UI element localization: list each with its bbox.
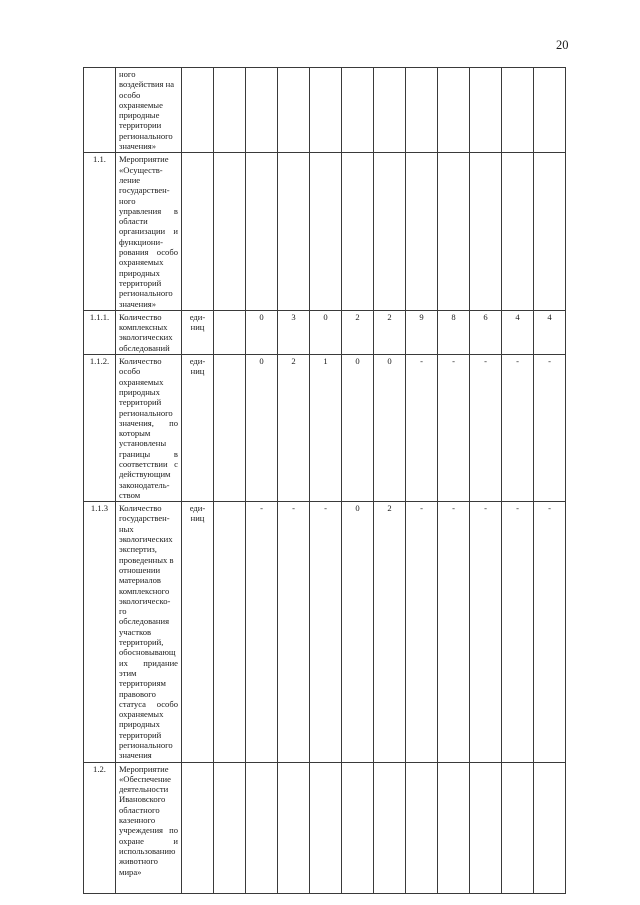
value-cell	[438, 68, 470, 153]
value-cell	[342, 153, 374, 310]
indicator-name-line: статуса особо	[119, 698, 178, 709]
value-cell: 2	[374, 502, 406, 762]
value-cell: 2	[278, 355, 310, 502]
value-cell	[470, 153, 502, 310]
value-cell	[374, 153, 406, 310]
indicator-name-line: ление	[119, 174, 141, 185]
value-cell	[214, 502, 246, 762]
indicator-name-line: регионального	[119, 130, 173, 141]
indicator-name-line: Количество	[119, 311, 162, 322]
row-number	[84, 68, 116, 153]
indicator-name-line: значения	[119, 750, 152, 761]
indicator-name-line: правового	[119, 688, 156, 699]
value-cell	[438, 153, 470, 310]
unit-cell	[182, 762, 214, 893]
indicator-name-line: обследований	[119, 342, 170, 353]
indicator-name	[116, 68, 182, 153]
indicator-name-line: установлены	[119, 438, 167, 449]
value-cell: -	[470, 355, 502, 502]
indicator-name-line: комплексных	[119, 322, 168, 333]
indicator-name-line: территорий	[119, 729, 162, 740]
indicator-name-line: этим	[119, 667, 137, 678]
indicator-name-line: государствен-	[119, 185, 170, 196]
value-cell	[214, 153, 246, 310]
value-cell: 4	[534, 310, 566, 354]
table-row	[84, 68, 566, 153]
indicator-name-line: организации и	[119, 226, 178, 237]
value-cell: -	[310, 502, 342, 762]
value-cell	[214, 68, 246, 153]
indicator-name-line: территорий,	[119, 637, 164, 648]
value-cell	[310, 153, 342, 310]
indicator-name-line: экспертиз,	[119, 544, 157, 555]
indicator-name-line: обследования	[119, 616, 170, 627]
value-cell: -	[438, 502, 470, 762]
indicator-name-line: территориям	[119, 678, 166, 689]
indicator-name-line: охране и	[119, 835, 178, 846]
indicator-name	[116, 502, 182, 762]
value-cell: 8	[438, 310, 470, 354]
indicator-name-line: охраняемых	[119, 257, 164, 268]
value-cell: 6	[470, 310, 502, 354]
unit-cell	[182, 68, 214, 153]
indicator-name-line: законодатель-	[119, 479, 170, 490]
indicator-name-line: использованию	[119, 845, 176, 856]
indicator-name-line: охраняемых	[119, 376, 164, 387]
indicator-name-line: особо	[119, 89, 141, 100]
table-row	[84, 762, 566, 893]
unit-line: еди-	[189, 311, 206, 322]
indicator-name-line: Количество	[119, 356, 162, 367]
value-cell	[214, 762, 246, 893]
value-cell	[470, 68, 502, 153]
value-cell	[374, 762, 406, 893]
indicator-name-line: управления в	[119, 205, 178, 216]
indicator-name-line: которым	[119, 428, 151, 439]
indicator-name-line: их придание	[119, 657, 178, 668]
indicator-name-line: охраняемые	[119, 99, 163, 110]
value-cell	[534, 68, 566, 153]
indicator-name-line: воздействия на	[119, 79, 175, 90]
value-cell	[342, 68, 374, 153]
value-cell: 0	[374, 355, 406, 502]
value-cell: 9	[406, 310, 438, 354]
value-cell	[246, 153, 278, 310]
table-row	[84, 502, 566, 762]
value-cell: 2	[374, 310, 406, 354]
value-cell: -	[246, 502, 278, 762]
value-cell	[406, 153, 438, 310]
indicator-name-line: Количество	[119, 503, 162, 514]
value-cell: 2	[342, 310, 374, 354]
value-cell	[374, 68, 406, 153]
indicator-name	[116, 355, 182, 502]
value-cell	[438, 762, 470, 893]
page-number: 20	[556, 38, 569, 52]
indicator-name-line: территорий	[119, 397, 162, 408]
indicator-name-line: «Осуществ-	[119, 164, 163, 175]
value-cell	[406, 762, 438, 893]
indicator-name-line: соответствии с	[119, 458, 178, 469]
unit-line: ниц	[190, 366, 205, 377]
indicator-name-line: отношении	[119, 564, 161, 575]
row-number: 1.1.1.	[84, 310, 116, 354]
unit-line: ниц	[190, 513, 205, 524]
value-cell: -	[470, 502, 502, 762]
indicator-name-line: экологическо-	[119, 595, 171, 606]
indicator-name-line: комплексного	[119, 585, 170, 596]
indicator-name-line: мира»	[119, 866, 142, 877]
indicator-name-line: ством	[119, 489, 141, 500]
indicator-name-line: функциони-	[119, 236, 163, 247]
unit-cell	[182, 355, 214, 502]
indicator-name-line: значения, по	[119, 417, 178, 428]
value-cell	[342, 762, 374, 893]
indicator-name-line: природных	[119, 386, 160, 397]
indicator-name	[116, 153, 182, 310]
indicator-name-line: значения»	[119, 141, 157, 152]
indicator-name-line: деятельности	[119, 784, 169, 795]
value-cell: 1	[310, 355, 342, 502]
indicator-name	[116, 310, 182, 354]
indicator-name-line: государствен-	[119, 513, 170, 524]
indicator-name-line: области	[119, 216, 148, 227]
value-cell	[470, 762, 502, 893]
value-cell	[278, 153, 310, 310]
indicators-table	[83, 67, 566, 894]
value-cell: -	[502, 355, 534, 502]
value-cell: -	[278, 502, 310, 762]
indicator-name-line: природных	[119, 719, 160, 730]
value-cell: 4	[502, 310, 534, 354]
value-cell	[310, 68, 342, 153]
indicator-name-line: участков	[119, 626, 152, 637]
indicator-name	[116, 762, 182, 893]
table-row	[84, 355, 566, 502]
value-cell	[534, 762, 566, 893]
value-cell: 0	[246, 355, 278, 502]
indicator-name-line: действующим	[119, 469, 171, 480]
indicator-name-line: экологических	[119, 332, 173, 343]
table-row	[84, 310, 566, 354]
indicator-name-line: особо	[119, 366, 141, 377]
value-cell: 3	[278, 310, 310, 354]
value-cell	[246, 762, 278, 893]
unit-line: ниц	[190, 322, 205, 333]
unit-cell	[182, 310, 214, 354]
indicator-name-line: Ивановского	[119, 794, 166, 805]
indicator-name-line: ного	[119, 69, 136, 79]
indicator-name-line: казенного	[119, 815, 156, 826]
value-cell	[278, 762, 310, 893]
unit-line: еди-	[189, 356, 206, 367]
indicator-name-line: экологических	[119, 534, 173, 545]
table-row	[84, 153, 566, 310]
value-cell: -	[502, 502, 534, 762]
value-cell: -	[438, 355, 470, 502]
value-cell: -	[534, 355, 566, 502]
value-cell: 0	[310, 310, 342, 354]
indicator-name-line: охраняемых	[119, 709, 164, 720]
indicator-name-line: рования особо	[119, 247, 178, 258]
indicator-name-line: ного	[119, 195, 136, 206]
value-cell	[534, 153, 566, 310]
indicator-name-line: проведенных в	[119, 554, 174, 565]
value-cell	[310, 762, 342, 893]
value-cell: -	[406, 355, 438, 502]
value-cell: -	[406, 502, 438, 762]
indicator-name-line: Мероприятие	[119, 154, 169, 165]
unit-cell	[182, 502, 214, 762]
value-cell	[278, 68, 310, 153]
indicator-name-line: Мероприятие	[119, 763, 169, 774]
value-cell	[214, 355, 246, 502]
unit-line: еди-	[189, 503, 206, 514]
unit-cell	[182, 153, 214, 310]
indicator-name-line: территории	[119, 120, 162, 131]
indicator-name-line: территорий	[119, 277, 162, 288]
indicator-name-line: областного	[119, 804, 160, 815]
value-cell	[406, 68, 438, 153]
row-number: 1.1.3	[84, 502, 116, 762]
row-number: 1.2.	[84, 762, 116, 893]
indicator-name-line: регионального	[119, 288, 173, 299]
value-cell: 0	[342, 355, 374, 502]
value-cell: 0	[246, 310, 278, 354]
value-cell	[214, 310, 246, 354]
indicator-name-line: ных	[119, 523, 134, 534]
indicator-name-line: учреждения по	[119, 825, 178, 836]
indicator-name-line: обосновывающ	[119, 647, 176, 658]
indicator-name-line: регионального	[119, 740, 173, 750]
indicator-name-line: регионального	[119, 407, 173, 418]
value-cell	[246, 68, 278, 153]
indicator-name-line: «Обеспечение	[119, 773, 171, 784]
value-cell: -	[534, 502, 566, 762]
indicator-name-line: значения»	[119, 298, 157, 309]
row-number: 1.1.2.	[84, 355, 116, 502]
value-cell	[502, 762, 534, 893]
value-cell	[502, 153, 534, 310]
indicator-name-line: материалов	[119, 575, 161, 586]
value-cell: 0	[342, 502, 374, 762]
indicator-name-line: животного	[119, 856, 158, 867]
row-number: 1.1.	[84, 153, 116, 310]
indicator-name-line: границы в	[119, 448, 178, 459]
indicator-name-line: го	[119, 606, 127, 617]
indicator-name-line: природных	[119, 267, 160, 278]
indicator-name-line: природные	[119, 110, 160, 121]
value-cell	[502, 68, 534, 153]
